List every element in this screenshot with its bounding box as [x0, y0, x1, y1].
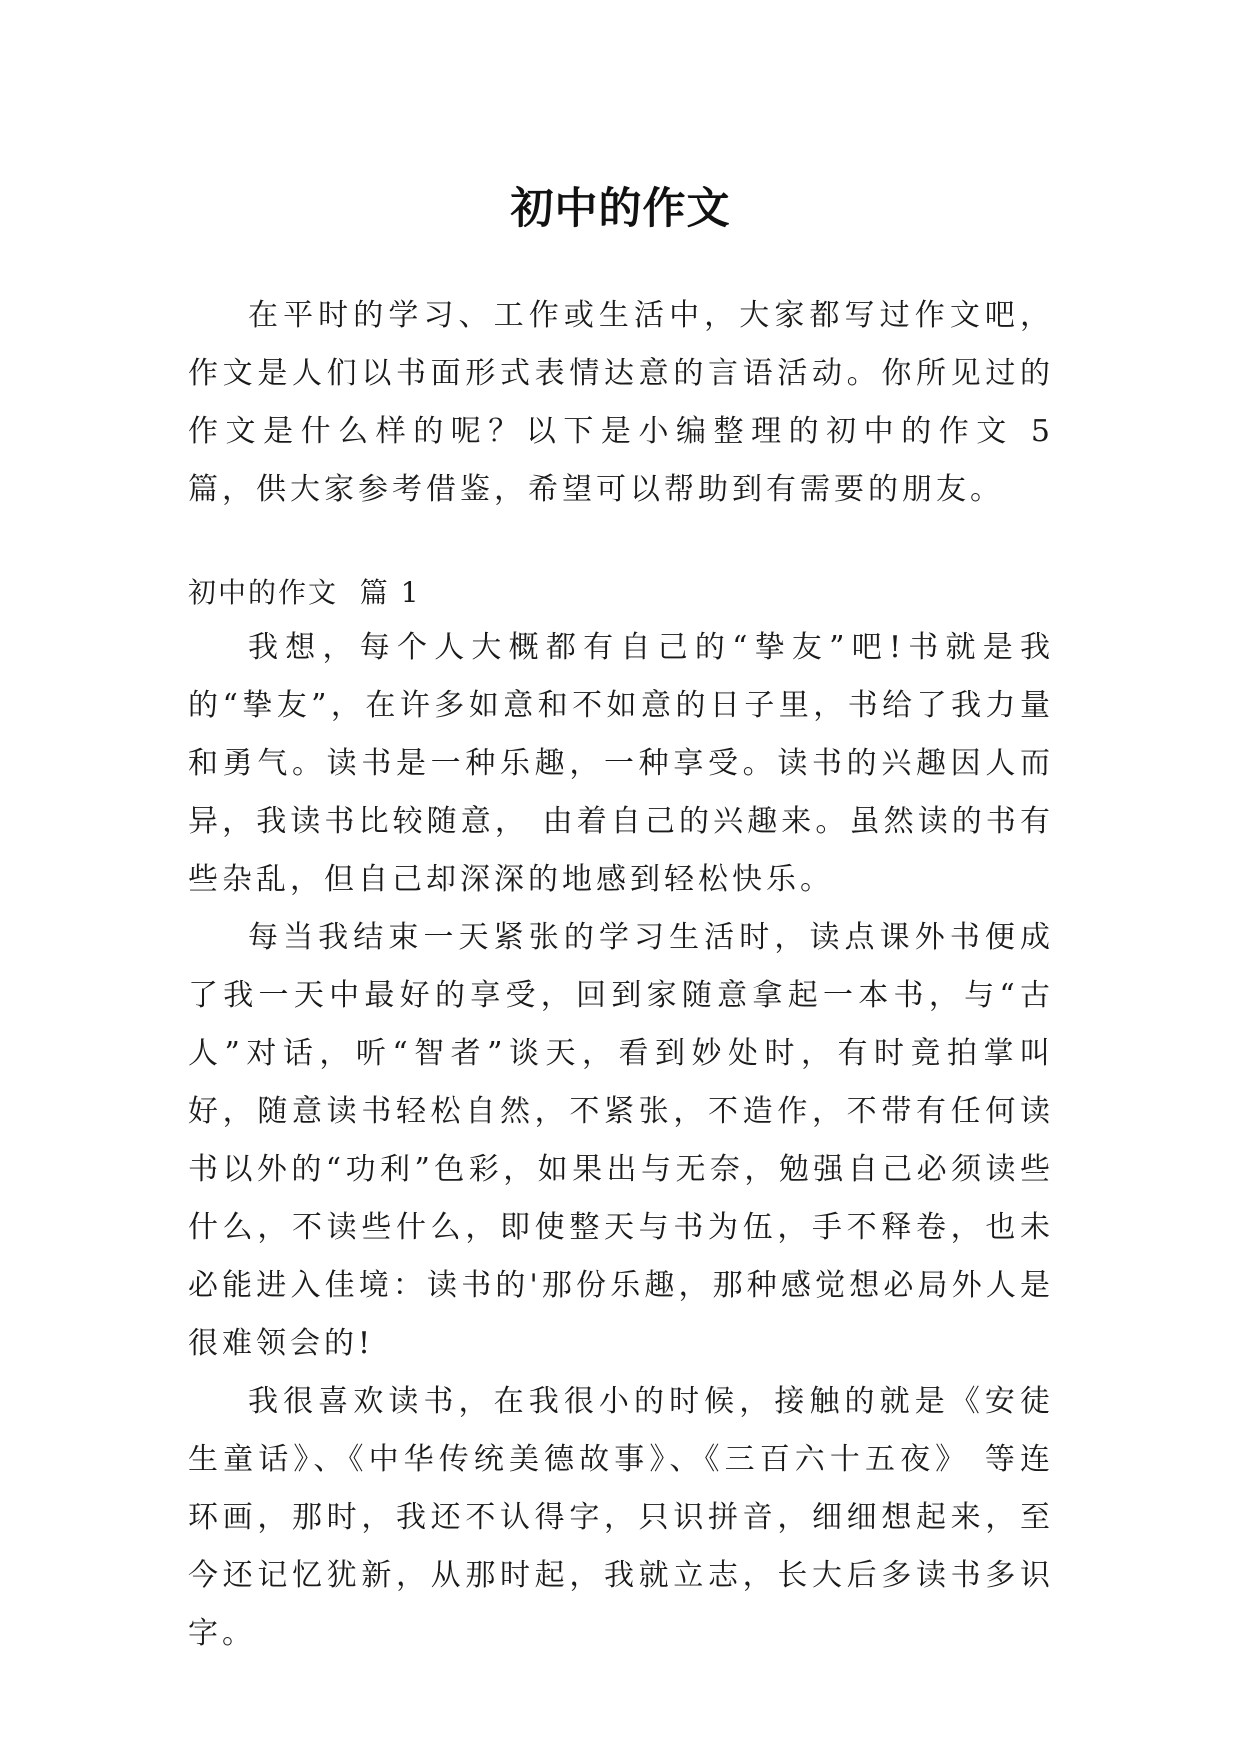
body-paragraph-3: 我很喜欢读书，在我很小的时候，接触的就是《安徒生童话》、《中华传统美德故事》、《三百六十五夜》 等连环画，那时，我还不认得字，只识拼音，细细想起来，至今还记忆犹新，从那时起，我就立志，长大后多读书多识字。 — [188, 1384, 1054, 1651]
section-heading: 初中的作文 篇 1 — [188, 576, 421, 609]
body-paragraph-2: 每当我结束一天紧张的学习生活时，读点课外书便成了我一天中最好的享受，回到家随意拿起一本书，与“古人”对话，听“智者”谈天，看到妙处时，有时竟拍掌叫好，随意读书轻松自然，不紧张，不造作，不带有任何读书以外的“功利”色彩，如果出与无奈，勉强自己必须读些什么，不读些什么，即使整天与书为伍，手不释卷，也未必能进入佳境：读书的'那份乐趣，那种感觉想必局外人是很难领会的! — [188, 920, 1054, 1361]
body-paragraph-1: 我想，每个人大概都有自己的“挚友”吧!书就是我的“挚友”，在许多如意和不如意的日子里，书给了我力量和勇气。读书是一种乐趣，一种享受。读书的兴趣因人而异，我读书比较随意， 由着自己的兴趣来。虽然读的书有些杂乱，但自己却深深的地感到轻松快乐。 — [188, 630, 1054, 897]
document-body — [188, 287, 1054, 1663]
page-title: 初中的作文 — [510, 183, 731, 234]
intro-paragraph: 在平时的学习、工作或生活中，大家都写过作文吧，作文是人们以书面形式表情达意的言语活动。你所见过的作文是什么样的呢？以下是小编整理的初中的作文 5 篇，供大家参考借鉴，希望可以帮助到有需要的朋友。 — [188, 298, 1054, 507]
